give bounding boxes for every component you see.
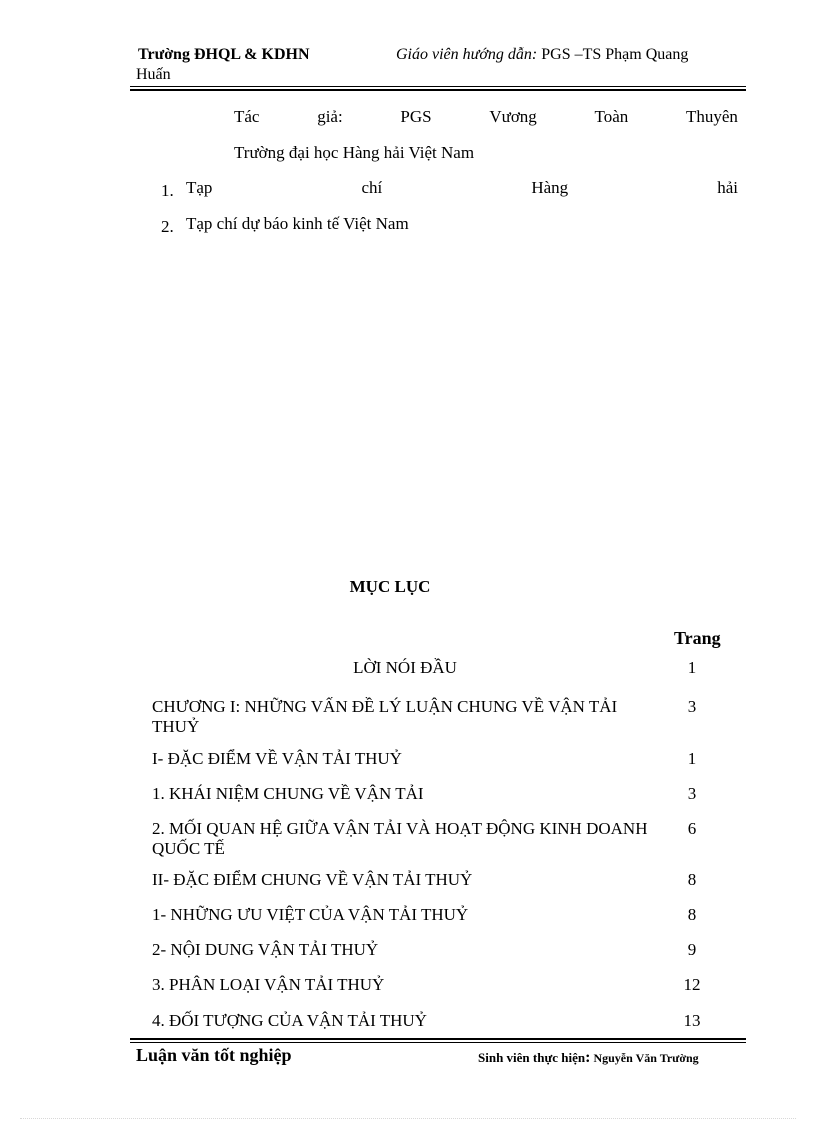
reference-item-word: hải <box>717 178 738 197</box>
footer-student <box>478 1049 699 1067</box>
reference-item-word: Tạp <box>186 178 213 197</box>
toc-row-page: 8 <box>687 870 697 889</box>
toc-row <box>152 697 726 737</box>
toc-row-text: 2- NỘI DUNG VẬN TẢI THUỶ <box>152 940 379 959</box>
header-rule-top <box>130 86 746 87</box>
reference-author-word: Thuyên <box>686 107 738 126</box>
reference-item-1 <box>186 178 738 198</box>
header-school: Trường ĐHQL & KDHN <box>138 46 310 63</box>
toc-row-page: 9 <box>687 940 697 959</box>
footer-rule-top <box>130 1038 746 1040</box>
reference-author-word: giả: <box>317 107 343 126</box>
toc-row <box>152 870 726 890</box>
reference-item-number: 1. <box>161 181 174 200</box>
toc-row-text: 3. PHÂN LOẠI VẬN TẢI THUỶ <box>152 975 385 994</box>
footer-thesis-label: Luận văn tốt nghiệp <box>136 1045 292 1065</box>
toc-row-text: 1. KHÁI NIỆM CHUNG VỀ VẬN TẢI <box>152 784 424 803</box>
toc-row-page: 3 <box>687 697 697 716</box>
toc-row-text: LỜI NÓI ĐẦU <box>353 658 457 677</box>
toc-row-page: 13 <box>683 1011 701 1030</box>
header-advisor-name-cont: Huấn <box>136 66 171 83</box>
footer-student-label: Sinh viên thực hiện <box>478 1050 586 1065</box>
reference-item-word: Hàng <box>531 178 569 197</box>
footer-student-sep: : <box>585 1049 591 1066</box>
reference-author-word: PGS <box>400 107 432 126</box>
reference-item-word: chí <box>361 178 383 197</box>
toc-row-page: 3 <box>687 784 697 803</box>
toc-row <box>152 975 726 995</box>
toc-row <box>152 819 726 859</box>
header-advisor-name: PGS –TS Phạm Quang <box>537 46 689 63</box>
toc-row-page: 6 <box>687 819 697 838</box>
header-rule-bottom <box>130 89 746 91</box>
reference-author-word: Vương <box>489 107 537 126</box>
toc-row-text: 1- NHỮNG ƯU VIỆT CỦA VẬN TẢI THUỶ <box>152 905 469 924</box>
toc-row-text: 4. ĐỐI TƯỢNG CỦA VẬN TẢI THUỶ <box>152 1011 427 1030</box>
reference-author-word: Tác <box>234 107 260 126</box>
page-bottom-dotted-line <box>20 1118 796 1119</box>
toc-row <box>152 784 726 804</box>
toc-row <box>152 658 726 678</box>
footer-student-name: Nguyễn Văn Trường <box>590 1051 699 1065</box>
toc-row-text: 2. MỐI QUAN HỆ GIỮA VẬN TẢI VÀ HOẠT ĐỘNG KINH DOANH QUỐC TẾ <box>152 819 648 858</box>
toc-row <box>152 940 726 960</box>
header-advisor-sep: : <box>531 46 538 63</box>
toc-row-text: I- ĐẶC ĐIỂM VỀ VẬN TẢI THUỶ <box>152 749 402 768</box>
reference-item-2: Tạp chí dự báo kinh tế Việt Nam <box>186 214 409 233</box>
reference-author-word: Toàn <box>594 107 629 126</box>
header-advisor <box>396 46 688 64</box>
toc-row-page: 12 <box>683 975 701 994</box>
toc-row-page: 8 <box>687 905 697 924</box>
reference-item-number: 2. <box>161 217 174 236</box>
footer-rule-bottom <box>130 1042 746 1043</box>
toc-row-text: CHƯƠNG I: NHỮNG VẤN ĐỀ LÝ LUẬN CHUNG VỀ VẬN TẢI THUỶ <box>152 697 618 736</box>
reference-author-line <box>234 107 738 127</box>
toc-row-page: 1 <box>687 749 697 768</box>
toc-row <box>152 905 726 925</box>
reference-university: Trường đại học Hàng hải Việt Nam <box>234 143 475 162</box>
toc-row <box>152 1011 726 1031</box>
header-advisor-label: Giáo viên hướng dẫn <box>396 46 532 63</box>
toc-row <box>152 749 726 769</box>
toc-page-header: Trang <box>674 628 721 648</box>
toc-row-text: II- ĐẶC ĐIỂM CHUNG VỀ VẬN TẢI THUỶ <box>152 870 473 889</box>
toc-title: MỤC LỤC <box>349 577 431 596</box>
toc-row-page: 1 <box>687 658 697 677</box>
